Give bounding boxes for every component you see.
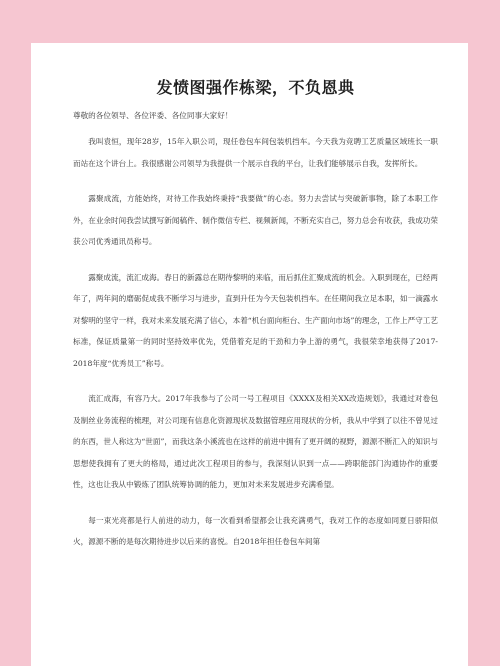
- document-page: [31, 43, 468, 666]
- paragraph-2: 露聚成流，方能始终，对待工作我始终秉持“我要做”的心态。努力去尝试与突破新事物，除了本职工作外，在业余时间我尝试撰写新闻稿件、制作微信专栏、视频新闻，不断充实自己，努力总会有收获，我成功荣获公司优秀通讯员称号。: [73, 194, 438, 246]
- paragraph-5: 每一束光亮都是行人前进的动力，每一次看到希望都会让我充满勇气，我对工作的态度如同夏日骄阳似火，源源不断的是每次期待进步以后来的喜悦。自2018年担任卷包车间第: [73, 515, 438, 546]
- greeting: 尊敬的各位领导、各位评委、各位同事大家好！: [73, 111, 233, 120]
- document-title: 发愤图强作栋梁，不负恩典: [156, 78, 355, 97]
- paragraph-4: 流汇成海，有容乃大。2017年我参与了公司一号工程项目《XXXX及相关XX改造规划》，我通过对卷包及制丝业务流程的梳理，对公司现有信息化资源现状及数据管理应用现状的分析，我从中学到了以往不曾见过的东西，世人称这为“世面”，而我这条小溪流也在这样的前进中拥有了更开阔的视野，源源不断汇入的知识与思想使我拥有了更大的格局，通过此次工程项目的参与，我深刻认识到一点——跨职能部门沟通协作的重要性，这也让我从中锻炼了团队统筹协调的能力，更加对未来发展进步充满希望。: [73, 394, 438, 489]
- paragraph-1: 我叫袁恒，现年28岁，15年入职公司，现任卷包车间包装机挡车。今天我为竞聘工艺质量区域班长一职而站在这个讲台上。我很感谢公司领导为我提供一个展示自我的平台，让我们能够展示自我，发挥所长。: [73, 137, 438, 168]
- paragraph-3: 露聚成流，流汇成海。春日的新露总在期待黎明的来临，而后抓住汇聚成流的机会。入职到现在，已经两年了，两年间的磨砺促成我不断学习与进步，直到升任为今天包装机挡车。在任期间我立足本职，如一滴露水对黎明的坚守一样，我对未来发展充满了信心，本着“机台面向柜台、生产面向市场”的理念，工作上严守工艺标准，保证质量第一的同时坚持效率优先，凭借着充足的干劲和力争上游的勇气，我很荣幸地获得了2017-2018年度“优秀员工”称号。: [73, 272, 438, 368]
